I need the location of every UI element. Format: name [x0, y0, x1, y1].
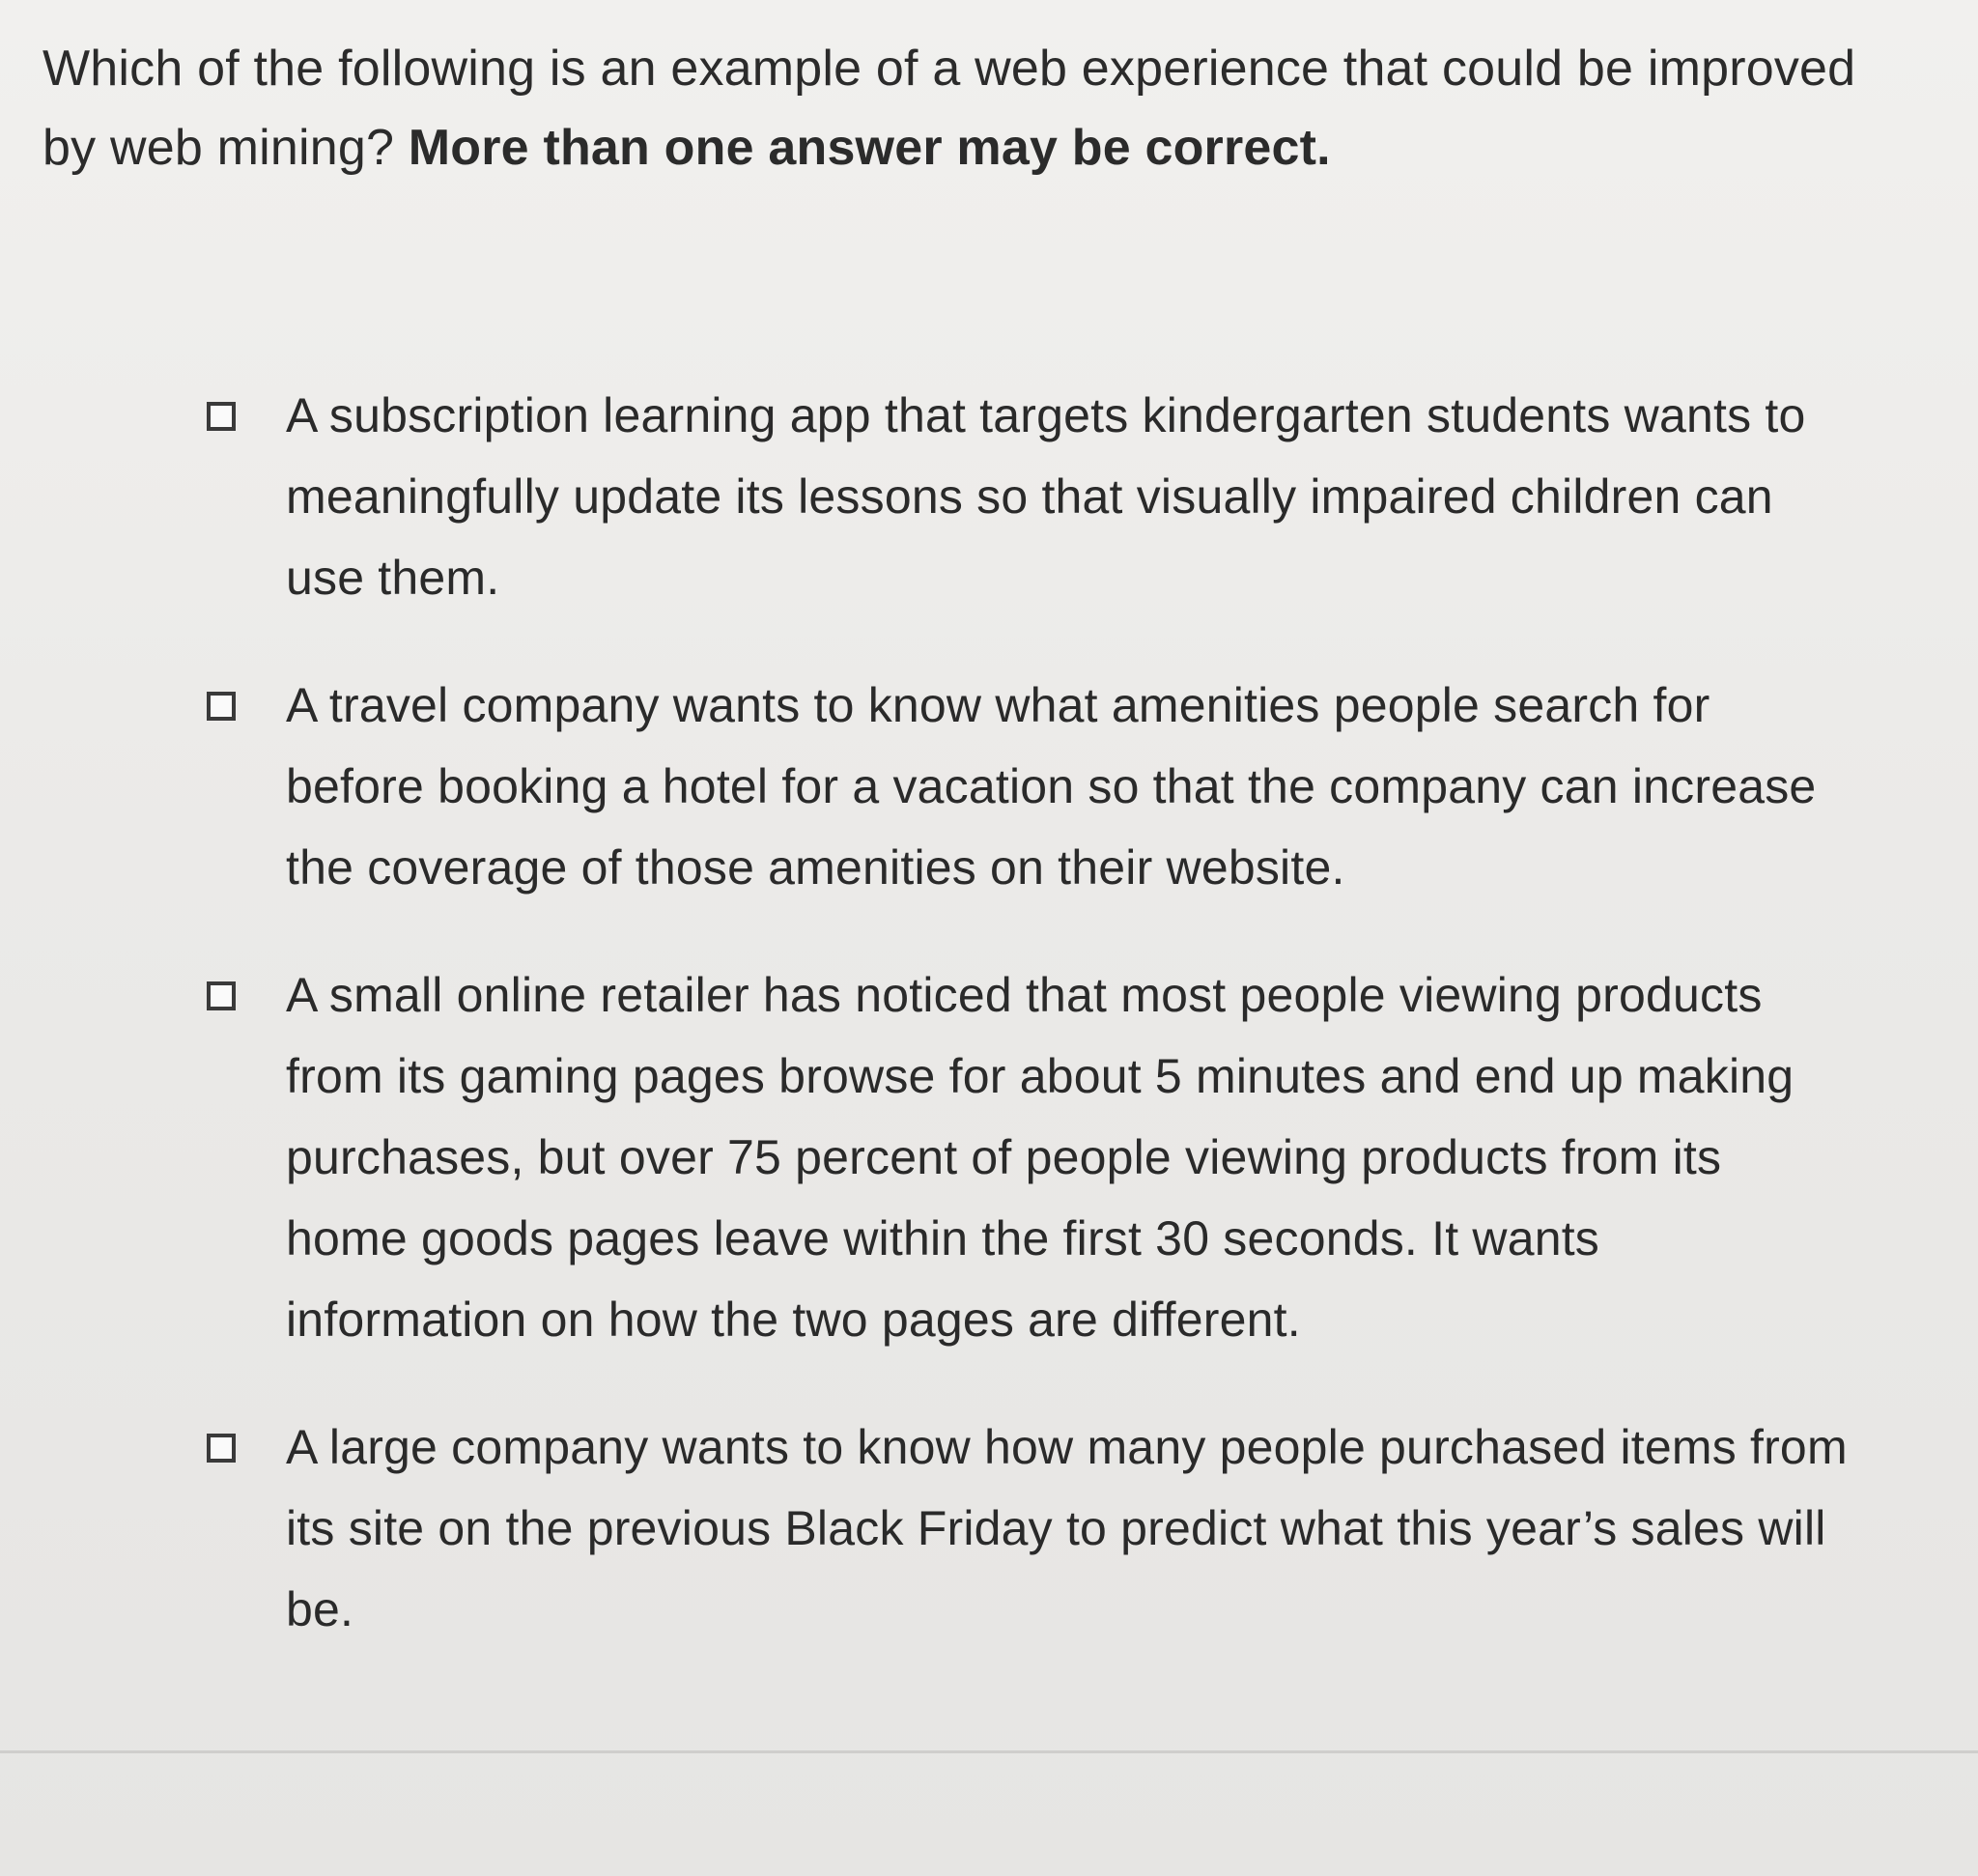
checkbox-option-1[interactable] [207, 402, 236, 431]
answer-option-4-label: A large company wants to know how many people purchased items from its site on the previous Black Friday to predict what this year’s sales will be. [286, 1420, 1848, 1636]
answer-option-2[interactable] [203, 665, 1845, 908]
answer-option-4[interactable] [203, 1407, 1848, 1650]
checkbox-option-4[interactable] [207, 1434, 236, 1463]
section-divider [0, 1750, 1978, 1753]
answer-option-1[interactable] [203, 375, 1845, 618]
answer-option-3-label: A small online retailer has noticed that most people viewing products from its gaming pages browse for about 5 minutes and end up making purchases, but over 75 percent of people viewing products from its home goods pages leave within the first 30 seconds. It wants information on how the two pages are different. [286, 968, 1794, 1347]
question-instruction: More than one answer may be correct. [408, 120, 1331, 176]
question-text: Which of the following is an example of a web experience that could be improved by web mining? [42, 41, 1856, 176]
answer-option-2-label: A travel company wants to know what amenities people search for before booking a hotel for a vacation so that the company can increase the coverage of those amenities on their website. [286, 678, 1817, 895]
checkbox-option-2[interactable] [207, 692, 236, 721]
answer-option-1-label: A subscription learning app that targets kindergarten students wants to meaningfully update its lessons so that visually impaired children can use them. [286, 388, 1806, 605]
answer-options [203, 375, 1848, 1650]
answer-option-3[interactable] [203, 954, 1845, 1360]
checkbox-option-3[interactable] [207, 981, 236, 1010]
question-prompt [42, 29, 1878, 187]
